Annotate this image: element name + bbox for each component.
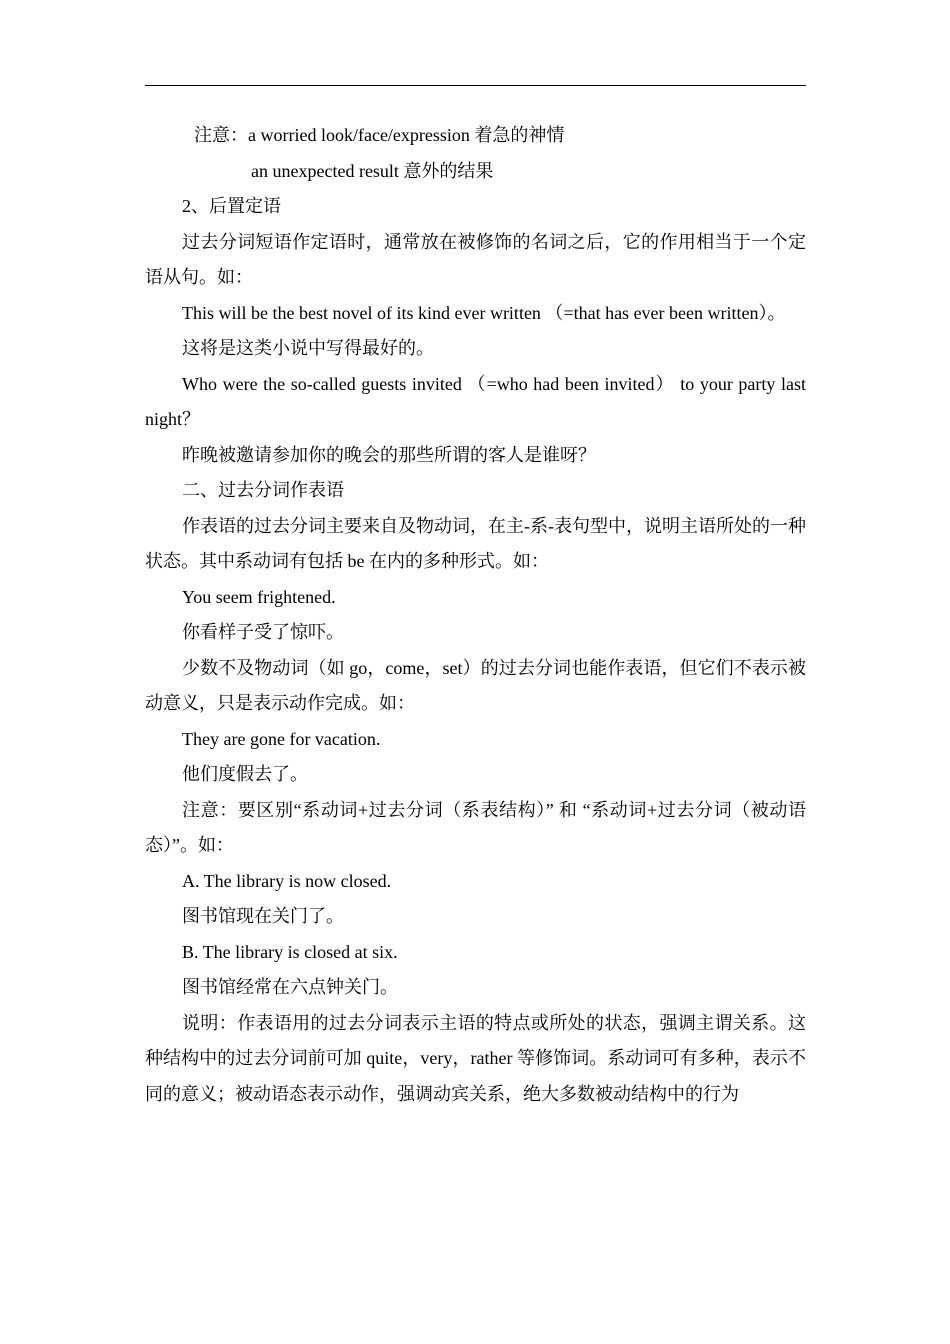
example-translation: 这将是这类小说中写得最好的。 <box>182 338 434 358</box>
note-paragraph: 注意：要区别“系动词+过去分词（系表结构）” 和 “系动词+过去分词（被动语态）”。如： <box>145 799 806 855</box>
note-example: an unexpected result 意外的结果 <box>251 160 494 181</box>
note-paragraph: 注意：a worried look/face/expression 着急的神情 <box>194 125 565 145</box>
body-paragraph: 少数不及物动词（如 go，come，set）的过去分词也能作表语，但它们不表示被动意义，只是表示动作完成。如： <box>145 657 806 713</box>
document-body <box>145 118 806 1112</box>
section-heading: 2、后置定语 <box>182 196 281 216</box>
example-translation: 图书馆经常在六点钟关门。 <box>182 977 398 997</box>
example-sentence: You seem frightened. <box>182 586 336 607</box>
example-sentence: This will be the best novel of its kind ever written （=that has ever been written）。 <box>182 302 786 323</box>
body-paragraph: 过去分词短语作定语时，通常放在被修饰的名词之后，它的作用相当于一个定语从句。如： <box>145 231 806 287</box>
header-rule <box>145 85 806 86</box>
example-translation: 昨晚被邀请参加你的晚会的那些所谓的客人是谁呀？ <box>182 444 596 465</box>
example-sentence: They are gone for vacation. <box>182 728 381 749</box>
explanation-paragraph: 说明：作表语用的过去分词表示主语的特点或所处的状态，强调主谓关系。这种结构中的过去分词前可加 quite，very，rather 等修饰词。系动词可有多种，表示不同的意义；被动语态表示动作，强调动宾关系，绝大多数被动结构中的行为 <box>145 1012 806 1104</box>
example-sentence: Who were the so-called guests invited （=who had been invited） to your party last night？ <box>145 373 806 429</box>
example-translation: 图书馆现在关门了。 <box>182 906 344 926</box>
example-translation: 他们度假去了。 <box>182 764 308 784</box>
example-sentence: B. The library is closed at six. <box>182 941 398 962</box>
example-translation: 你看样子受了惊吓。 <box>182 622 344 642</box>
section-heading: 二、过去分词作表语 <box>182 480 344 500</box>
example-sentence: A. The library is now closed. <box>182 870 392 891</box>
body-paragraph: 作表语的过去分词主要来自及物动词，在主-系-表句型中，说明主语所处的一种状态。其中系动词有包括 be 在内的多种形式。如： <box>145 515 806 571</box>
